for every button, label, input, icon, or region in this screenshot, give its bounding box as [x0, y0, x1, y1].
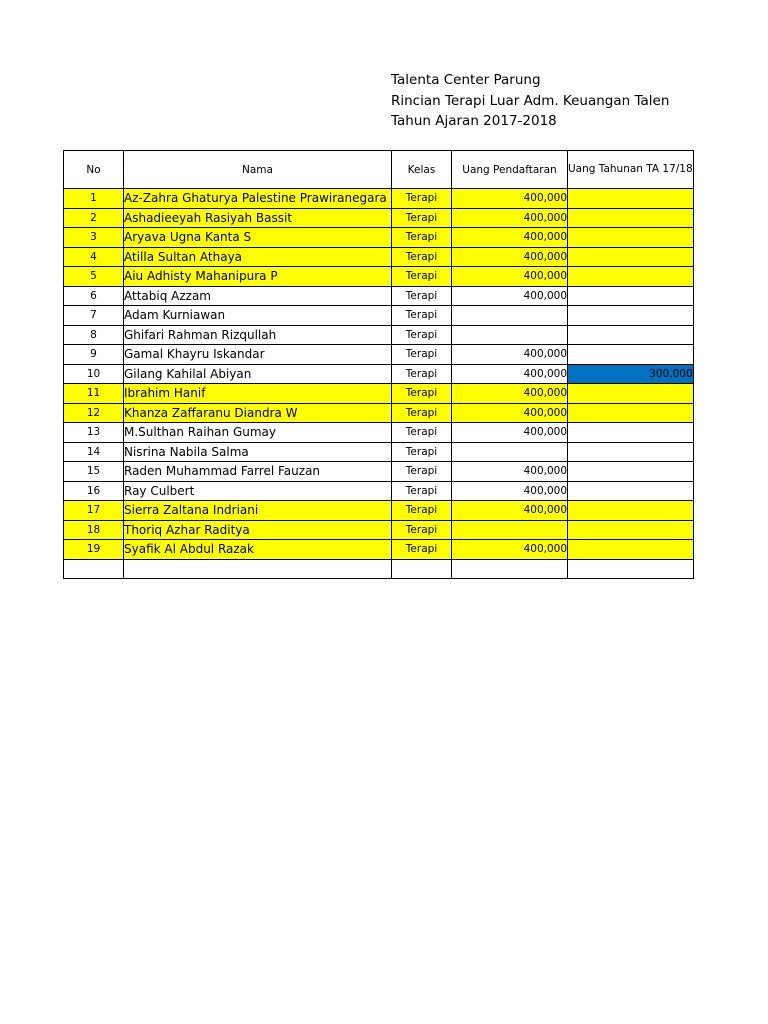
table-row [64, 345, 694, 365]
cell-uang-pendaftaran: 400,000 [452, 423, 568, 443]
cell-kelas: Terapi [392, 267, 452, 287]
table-row [64, 286, 694, 306]
cell-nama [124, 559, 392, 579]
cell-kelas: Terapi [392, 403, 452, 423]
cell-no: 7 [64, 306, 124, 326]
cell-kelas: Terapi [392, 540, 452, 560]
cell-uang-pendaftaran: 400,000 [452, 286, 568, 306]
cell-no: 11 [64, 384, 124, 404]
cell-no: 16 [64, 481, 124, 501]
cell-no: 13 [64, 423, 124, 443]
cell-uang-tahunan [568, 501, 694, 521]
cell-kelas [392, 559, 452, 579]
cell-uang-pendaftaran: 400,000 [452, 364, 568, 384]
cell-no: 6 [64, 286, 124, 306]
cell-kelas: Terapi [392, 189, 452, 209]
cell-uang-tahunan: 300,000 [568, 364, 694, 384]
cell-uang-tahunan [568, 481, 694, 501]
cell-nama: Attabiq Azzam [124, 286, 392, 306]
table-row [64, 306, 694, 326]
cell-no: 4 [64, 247, 124, 267]
table-row [64, 559, 694, 579]
cell-nama: Syafik Al Abdul Razak [124, 540, 392, 560]
cell-uang-tahunan [568, 442, 694, 462]
cell-kelas: Terapi [392, 462, 452, 482]
cell-uang-pendaftaran: 400,000 [452, 345, 568, 365]
cell-kelas: Terapi [392, 364, 452, 384]
cell-uang-pendaftaran: 400,000 [452, 481, 568, 501]
cell-uang-pendaftaran [452, 442, 568, 462]
cell-uang-pendaftaran: 400,000 [452, 384, 568, 404]
cell-kelas: Terapi [392, 208, 452, 228]
table-row [64, 384, 694, 404]
cell-no: 5 [64, 267, 124, 287]
table-header-row [64, 151, 694, 189]
cell-kelas: Terapi [392, 306, 452, 326]
table-row [64, 520, 694, 540]
cell-uang-pendaftaran [452, 520, 568, 540]
cell-kelas: Terapi [392, 384, 452, 404]
column-header-uang-tahunan: Uang Tahunan TA 17/18 [568, 151, 694, 189]
cell-uang-pendaftaran: 400,000 [452, 501, 568, 521]
cell-uang-tahunan [568, 228, 694, 248]
table-row [64, 540, 694, 560]
cell-kelas: Terapi [392, 345, 452, 365]
cell-nama: M.Sulthan Raihan Gumay [124, 423, 392, 443]
cell-uang-tahunan [568, 520, 694, 540]
cell-uang-tahunan [568, 540, 694, 560]
table-row [64, 325, 694, 345]
cell-no: 1 [64, 189, 124, 209]
cell-uang-tahunan [568, 189, 694, 209]
table-row [64, 442, 694, 462]
table-row [64, 462, 694, 482]
cell-uang-tahunan [568, 325, 694, 345]
cell-uang-tahunan [568, 286, 694, 306]
cell-kelas: Terapi [392, 325, 452, 345]
cell-nama: Khanza Zaffaranu Diandra W [124, 403, 392, 423]
cell-uang-pendaftaran: 400,000 [452, 267, 568, 287]
cell-uang-tahunan [568, 345, 694, 365]
cell-no: 15 [64, 462, 124, 482]
cell-kelas: Terapi [392, 501, 452, 521]
cell-uang-tahunan [568, 559, 694, 579]
cell-no: 9 [64, 345, 124, 365]
table-row [64, 228, 694, 248]
cell-uang-pendaftaran: 400,000 [452, 540, 568, 560]
cell-no: 19 [64, 540, 124, 560]
cell-uang-pendaftaran [452, 325, 568, 345]
column-header-nama: Nama [124, 151, 392, 189]
cell-nama: Thoriq Azhar Raditya [124, 520, 392, 540]
cell-uang-pendaftaran: 400,000 [452, 189, 568, 209]
table-row [64, 189, 694, 209]
column-header-no: No [64, 151, 124, 189]
table-row [64, 247, 694, 267]
cell-uang-pendaftaran: 400,000 [452, 247, 568, 267]
cell-kelas: Terapi [392, 228, 452, 248]
table-row [64, 267, 694, 287]
cell-uang-tahunan [568, 423, 694, 443]
report-title: Rincian Terapi Luar Adm. Keuangan Talen [391, 92, 670, 109]
cell-nama: Atilla Sultan Athaya [124, 247, 392, 267]
cell-uang-pendaftaran: 400,000 [452, 208, 568, 228]
cell-uang-tahunan [568, 306, 694, 326]
cell-nama: Gamal Khayru Iskandar [124, 345, 392, 365]
cell-kelas: Terapi [392, 442, 452, 462]
table-body [64, 189, 694, 579]
cell-nama: Gilang Kahilal Abiyan [124, 364, 392, 384]
cell-uang-tahunan [568, 403, 694, 423]
cell-uang-tahunan [568, 208, 694, 228]
cell-uang-tahunan [568, 462, 694, 482]
cell-no [64, 559, 124, 579]
table-row [64, 423, 694, 443]
cell-uang-tahunan [568, 267, 694, 287]
cell-uang-tahunan [568, 247, 694, 267]
cell-no: 12 [64, 403, 124, 423]
cell-nama: Ray Culbert [124, 481, 392, 501]
cell-kelas: Terapi [392, 247, 452, 267]
cell-nama: Aiu Adhisty Mahanipura P [124, 267, 392, 287]
cell-nama: Sierra Zaltana Indriani [124, 501, 392, 521]
academic-year: Tahun Ajaran 2017-2018 [391, 113, 557, 129]
cell-uang-pendaftaran: 400,000 [452, 403, 568, 423]
cell-no: 17 [64, 501, 124, 521]
cell-uang-pendaftaran [452, 306, 568, 326]
table-row [64, 501, 694, 521]
table-row [64, 208, 694, 228]
cell-uang-pendaftaran [452, 559, 568, 579]
cell-kelas: Terapi [392, 481, 452, 501]
cell-nama: Raden Muhammad Farrel Fauzan [124, 462, 392, 482]
cell-nama: Ashadieeyah Rasiyah Bassit [124, 208, 392, 228]
cell-kelas: Terapi [392, 286, 452, 306]
cell-kelas: Terapi [392, 520, 452, 540]
table-row [64, 364, 694, 384]
cell-nama: Nisrina Nabila Salma [124, 442, 392, 462]
therapy-fee-table [63, 150, 694, 579]
document-heading [391, 70, 669, 132]
cell-no: 8 [64, 325, 124, 345]
cell-uang-pendaftaran: 400,000 [452, 228, 568, 248]
cell-nama: Az-Zahra Ghaturya Palestine Prawiranegara [124, 189, 392, 209]
cell-nama: Adam Kurniawan [124, 306, 392, 326]
cell-nama: Ibrahim Hanif [124, 384, 392, 404]
org-name: Talenta Center Parung [391, 72, 541, 88]
column-header-uang-pendaftaran: Uang Pendaftaran [452, 151, 568, 189]
cell-nama: Aryava Ugna Kanta S [124, 228, 392, 248]
cell-uang-pendaftaran: 400,000 [452, 462, 568, 482]
column-header-kelas: Kelas [392, 151, 452, 189]
table-row [64, 403, 694, 423]
cell-no: 2 [64, 208, 124, 228]
table-row [64, 481, 694, 501]
cell-kelas: Terapi [392, 423, 452, 443]
cell-uang-tahunan [568, 384, 694, 404]
cell-no: 3 [64, 228, 124, 248]
cell-no: 10 [64, 364, 124, 384]
cell-no: 18 [64, 520, 124, 540]
cell-nama: Ghifari Rahman Rizqullah [124, 325, 392, 345]
cell-no: 14 [64, 442, 124, 462]
